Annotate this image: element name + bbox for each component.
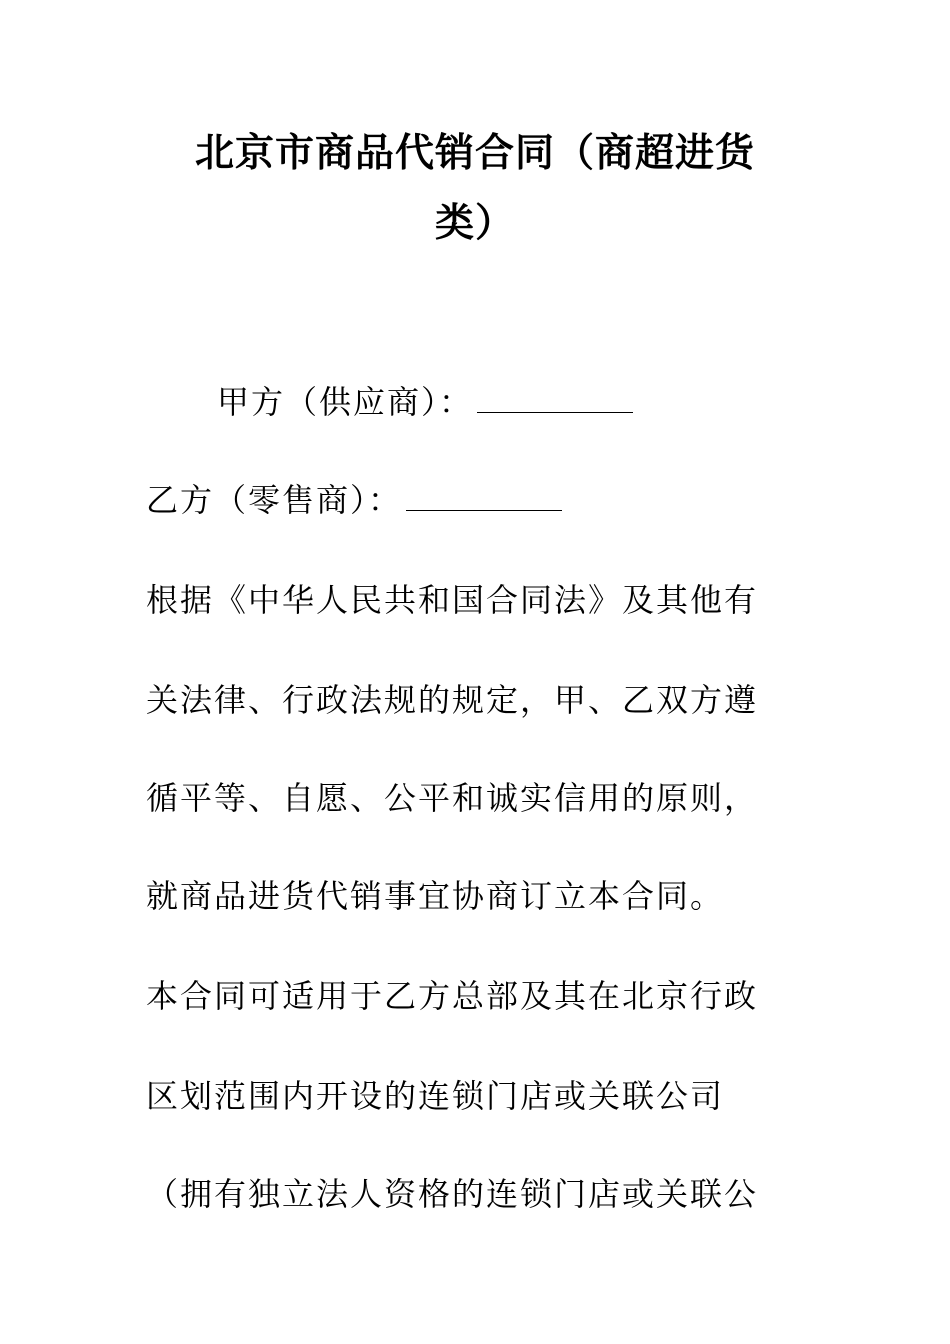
- party-a-blank[interactable]: [477, 382, 633, 413]
- body-line-1: 根据《中华人民共和国合同法》及其他有: [146, 581, 759, 619]
- party-a-line: [217, 382, 633, 422]
- party-b-line: [146, 480, 562, 520]
- body-line-7: （拥有独立法人资格的连锁门店或关联公: [146, 1175, 759, 1213]
- party-b-label: 乙方（零售商）：: [146, 481, 403, 519]
- body-line-5: 本合同可适用于乙方总部及其在北京行政: [146, 977, 759, 1015]
- document-title-line-2: 类）: [434, 201, 515, 246]
- document-title-line-1: 北京市商品代销合同（商超进货: [194, 131, 755, 176]
- body-line-6: 区划范围内开设的连锁门店或关联公司: [146, 1077, 725, 1115]
- body-line-3: 循平等、自愿、公平和诚实信用的原则，: [146, 779, 759, 817]
- party-a-label: 甲方（供应商）：: [217, 383, 474, 421]
- party-b-blank[interactable]: [406, 480, 562, 511]
- body-line-2: 关法律、行政法规的规定，甲、乙双方遵: [146, 681, 759, 719]
- body-line-4: 就商品进货代销事宜协商订立本合同。: [146, 877, 725, 915]
